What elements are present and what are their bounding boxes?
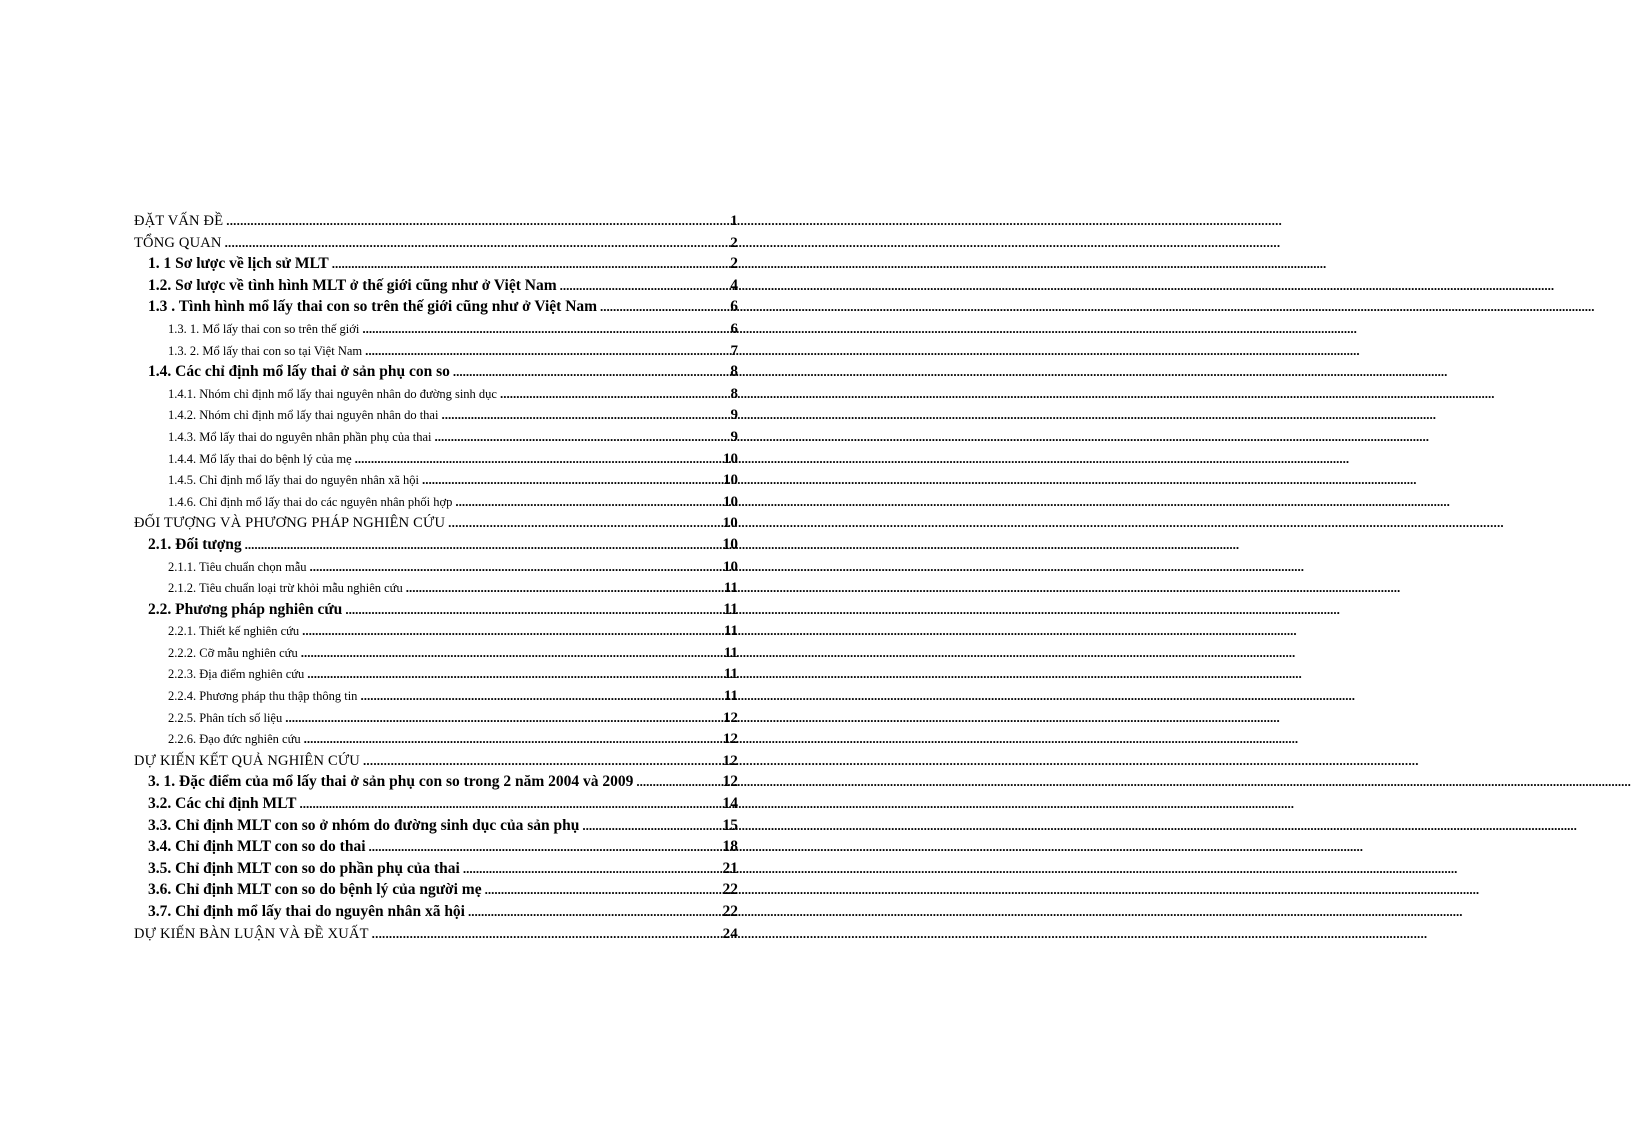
toc-entry-page: 4 — [730, 276, 738, 294]
toc-entry-page: 8 — [730, 363, 738, 381]
dot-leader — [560, 275, 730, 297]
toc-entry[interactable] — [134, 340, 738, 362]
toc-entry[interactable] — [134, 923, 738, 945]
toc-entry[interactable] — [134, 577, 738, 599]
toc-entry-title: 1.4. Các chỉ định mổ lấy thai ở sản phụ con so — [148, 363, 450, 381]
toc-entry-page: 6 — [730, 320, 738, 337]
dot-leader — [301, 642, 723, 665]
toc-entry[interactable] — [134, 599, 738, 621]
toc-entry-page: 8 — [730, 385, 738, 402]
dot-leader — [360, 685, 722, 708]
toc-entry-page: 9 — [730, 407, 738, 424]
dot-leader — [485, 879, 722, 901]
toc-entry[interactable] — [134, 404, 738, 426]
toc-entry-title: 3.6. Chỉ định MLT con so do bệnh lý của người mẹ — [148, 881, 482, 899]
toc-entry-title: 1.3. 1. Mổ lấy thai con so trên thế giới — [168, 321, 360, 336]
dot-leader — [463, 858, 722, 880]
dot-leader — [299, 793, 721, 815]
toc-entry-page: 10 — [723, 450, 738, 467]
dot-leader — [500, 383, 730, 406]
dot-leader — [245, 534, 722, 556]
toc-entry-title: 1.4.3. Mổ lấy thai do nguyên nhân phần phụ của thai — [168, 429, 432, 444]
toc-entry-page: 11 — [723, 580, 738, 597]
toc-entry-title: 3.3. Chỉ định MLT con so ở nhóm do đường sinh dục của sản phụ — [148, 816, 580, 834]
toc-entry-page: 18 — [722, 838, 738, 856]
toc-entry[interactable] — [134, 210, 738, 232]
toc-entry-title: 1.3. 2. Mổ lấy thai con so tại Việt Nam — [168, 343, 363, 358]
dot-leader — [422, 469, 722, 492]
toc-entry[interactable] — [134, 793, 738, 815]
dot-leader — [369, 836, 722, 858]
toc-entry-page: 10 — [722, 535, 738, 553]
toc-entry-page: 22 — [722, 881, 738, 899]
toc-entry-title: DỰ KIẾN KẾT QUẢ NGHIÊN CỨU — [134, 752, 360, 769]
toc-entry-title: 2.1. Đối tượng — [148, 535, 242, 553]
dot-leader — [600, 296, 729, 318]
toc-entry[interactable] — [134, 685, 738, 707]
toc-entry-title: 1.3 . Tình hình mổ lấy thai con so trên thế giới cũng như ở Việt Nam — [148, 298, 598, 316]
toc-entry[interactable] — [134, 620, 738, 642]
dot-leader — [435, 426, 730, 449]
dot-leader — [332, 253, 730, 275]
toc-entry-title: 2.2. Phương pháp nghiên cứu — [148, 600, 343, 618]
toc-entry-page: 10 — [723, 472, 738, 489]
toc-entry-title: 2.2.1. Thiết kế nghiên cứu — [168, 624, 300, 639]
dot-leader — [455, 491, 722, 514]
dot-leader — [302, 620, 723, 643]
toc-entry-title: 2.2.4. Phương pháp thu thập thông tin — [168, 689, 358, 704]
dot-leader — [582, 815, 721, 837]
toc-entry-title: 2.1.2. Tiêu chuẩn loại trừ khỏi mẫu nghiên cứu — [168, 581, 403, 596]
toc-entry-title: 3.2. Các chỉ định MLT — [148, 795, 297, 813]
toc-entry[interactable] — [134, 556, 738, 578]
toc-entry-page: 6 — [730, 298, 738, 316]
toc-entry[interactable] — [134, 836, 738, 858]
dot-leader — [310, 556, 722, 579]
toc-entry[interactable] — [134, 491, 738, 513]
toc-entry-page: 9 — [730, 428, 738, 445]
toc-entry-title: 3.5. Chỉ định MLT con so do phần phụ của thai — [148, 859, 460, 877]
toc-entry-page: 12 — [723, 709, 738, 726]
dot-leader — [225, 232, 730, 255]
toc-entry-page: 12 — [723, 731, 738, 748]
toc-entry[interactable] — [134, 469, 738, 491]
toc-entry-page: 7 — [730, 342, 738, 359]
toc-entry-page: 1 — [730, 213, 738, 229]
toc-entry[interactable] — [134, 771, 738, 793]
toc-entry[interactable] — [134, 858, 738, 880]
dot-leader — [345, 599, 722, 621]
dot-leader — [363, 750, 722, 773]
toc-entry-page: 2 — [730, 255, 738, 273]
table-of-contents — [134, 210, 738, 944]
toc-entry[interactable] — [134, 253, 738, 275]
toc-entry-title: 1.4.4. Mổ lấy thai do bệnh lý của mẹ — [168, 451, 352, 466]
toc-entry[interactable] — [134, 426, 738, 448]
toc-entry-title: 1.4.2. Nhóm chỉ định mổ lấy thai nguyên nhân do thai — [168, 408, 439, 423]
toc-entry[interactable] — [134, 361, 738, 383]
dot-leader — [304, 728, 722, 751]
toc-entry[interactable] — [134, 707, 738, 729]
toc-entry-title: 3.7. Chỉ định mổ lấy thai do nguyên nhân xã hội — [148, 903, 465, 920]
toc-entry-title: 1.4.1. Nhóm chỉ định mổ lấy thai nguyên nhân do đường sinh dục — [168, 386, 497, 401]
toc-entry-title: DỰ KIẾN BÀN LUẬN VÀ ĐỀ XUẤT — [134, 925, 369, 942]
toc-entry[interactable] — [134, 512, 738, 534]
toc-entry-title: 2.2.6. Đạo đức nghiên cứu — [168, 732, 301, 747]
dot-leader — [636, 771, 721, 793]
toc-entry-page: 11 — [723, 688, 738, 705]
dot-leader — [468, 901, 722, 923]
toc-entry-title: 3. 1. Đặc điểm của mổ lấy thai ở sản phụ con so trong 2 năm 2004 và 2009 — [148, 773, 634, 791]
toc-entry-title: ĐẶT VẤN ĐỀ — [134, 213, 224, 229]
toc-entry[interactable] — [134, 318, 738, 340]
toc-entry[interactable] — [134, 275, 738, 297]
toc-entry-title: 2.2.2. Cỡ mẫu nghiên cứu — [168, 645, 298, 660]
toc-entry-title: 1.4.5. Chỉ định mổ lấy thai do nguyên nhân xã hội — [168, 473, 420, 488]
dot-leader — [285, 707, 722, 730]
dot-leader — [441, 404, 729, 427]
toc-entry-page: 24 — [722, 925, 738, 942]
toc-entry[interactable] — [134, 901, 738, 923]
toc-entry-page: 11 — [723, 600, 738, 618]
toc-entry-title: 1. 1 Sơ lược về lịch sử MLT — [148, 255, 329, 273]
toc-entry[interactable] — [134, 815, 738, 837]
toc-entry-page: 10 — [722, 515, 738, 532]
toc-entry[interactable] — [134, 663, 738, 685]
toc-entry-title: TỔNG QUAN — [134, 234, 222, 251]
toc-entry[interactable] — [134, 296, 738, 318]
dot-leader — [226, 210, 729, 233]
dot-leader — [448, 512, 721, 535]
toc-entry[interactable] — [134, 728, 738, 750]
toc-entry-title: 2.1.1. Tiêu chuẩn chọn mẫu — [168, 559, 307, 574]
toc-entry-page: 22 — [722, 903, 738, 920]
toc-entry-title: 1.2. Sơ lược về tình hình MLT ở thế giới cũng như ở Việt Nam — [148, 276, 557, 294]
toc-entry-page: 11 — [723, 623, 738, 640]
dot-leader — [365, 340, 729, 363]
toc-entry-title: ĐỐI TƯỢNG VÀ PHƯƠNG PHÁP NGHIÊN CỨU — [134, 515, 446, 532]
toc-entry[interactable] — [134, 232, 738, 254]
toc-entry[interactable] — [134, 642, 738, 664]
toc-entry-title: 2.2.3. Địa điểm nghiên cứu — [168, 667, 305, 682]
toc-entry-page: 12 — [722, 752, 738, 769]
toc-entry-page: 10 — [723, 493, 738, 510]
toc-entry[interactable] — [134, 534, 738, 556]
toc-entry[interactable] — [134, 879, 738, 901]
dot-leader — [355, 448, 722, 471]
toc-entry-page: 11 — [723, 644, 738, 661]
toc-entry-page: 10 — [723, 558, 738, 575]
dot-leader — [406, 577, 723, 600]
toc-entry[interactable] — [134, 448, 738, 470]
toc-entry-page: 15 — [722, 816, 738, 834]
dot-leader — [362, 318, 729, 341]
toc-entry[interactable] — [134, 383, 738, 405]
toc-entry-page: 12 — [722, 773, 738, 791]
toc-entry-page: 2 — [730, 234, 738, 251]
dot-leader — [453, 361, 729, 383]
toc-entry-page: 21 — [722, 859, 738, 877]
toc-entry-page: 11 — [723, 666, 738, 683]
dot-leader — [372, 923, 722, 946]
toc-entry-title: 3.4. Chỉ định MLT con so do thai — [148, 838, 366, 856]
toc-entry[interactable] — [134, 750, 738, 772]
toc-entry-title: 1.4.6. Chỉ định mổ lấy thai do các nguyên nhân phối hợp — [168, 494, 453, 509]
dot-leader — [307, 663, 723, 686]
toc-entry-page: 14 — [722, 795, 738, 813]
toc-entry-title: 2.2.5. Phân tích số liệu — [168, 710, 283, 725]
